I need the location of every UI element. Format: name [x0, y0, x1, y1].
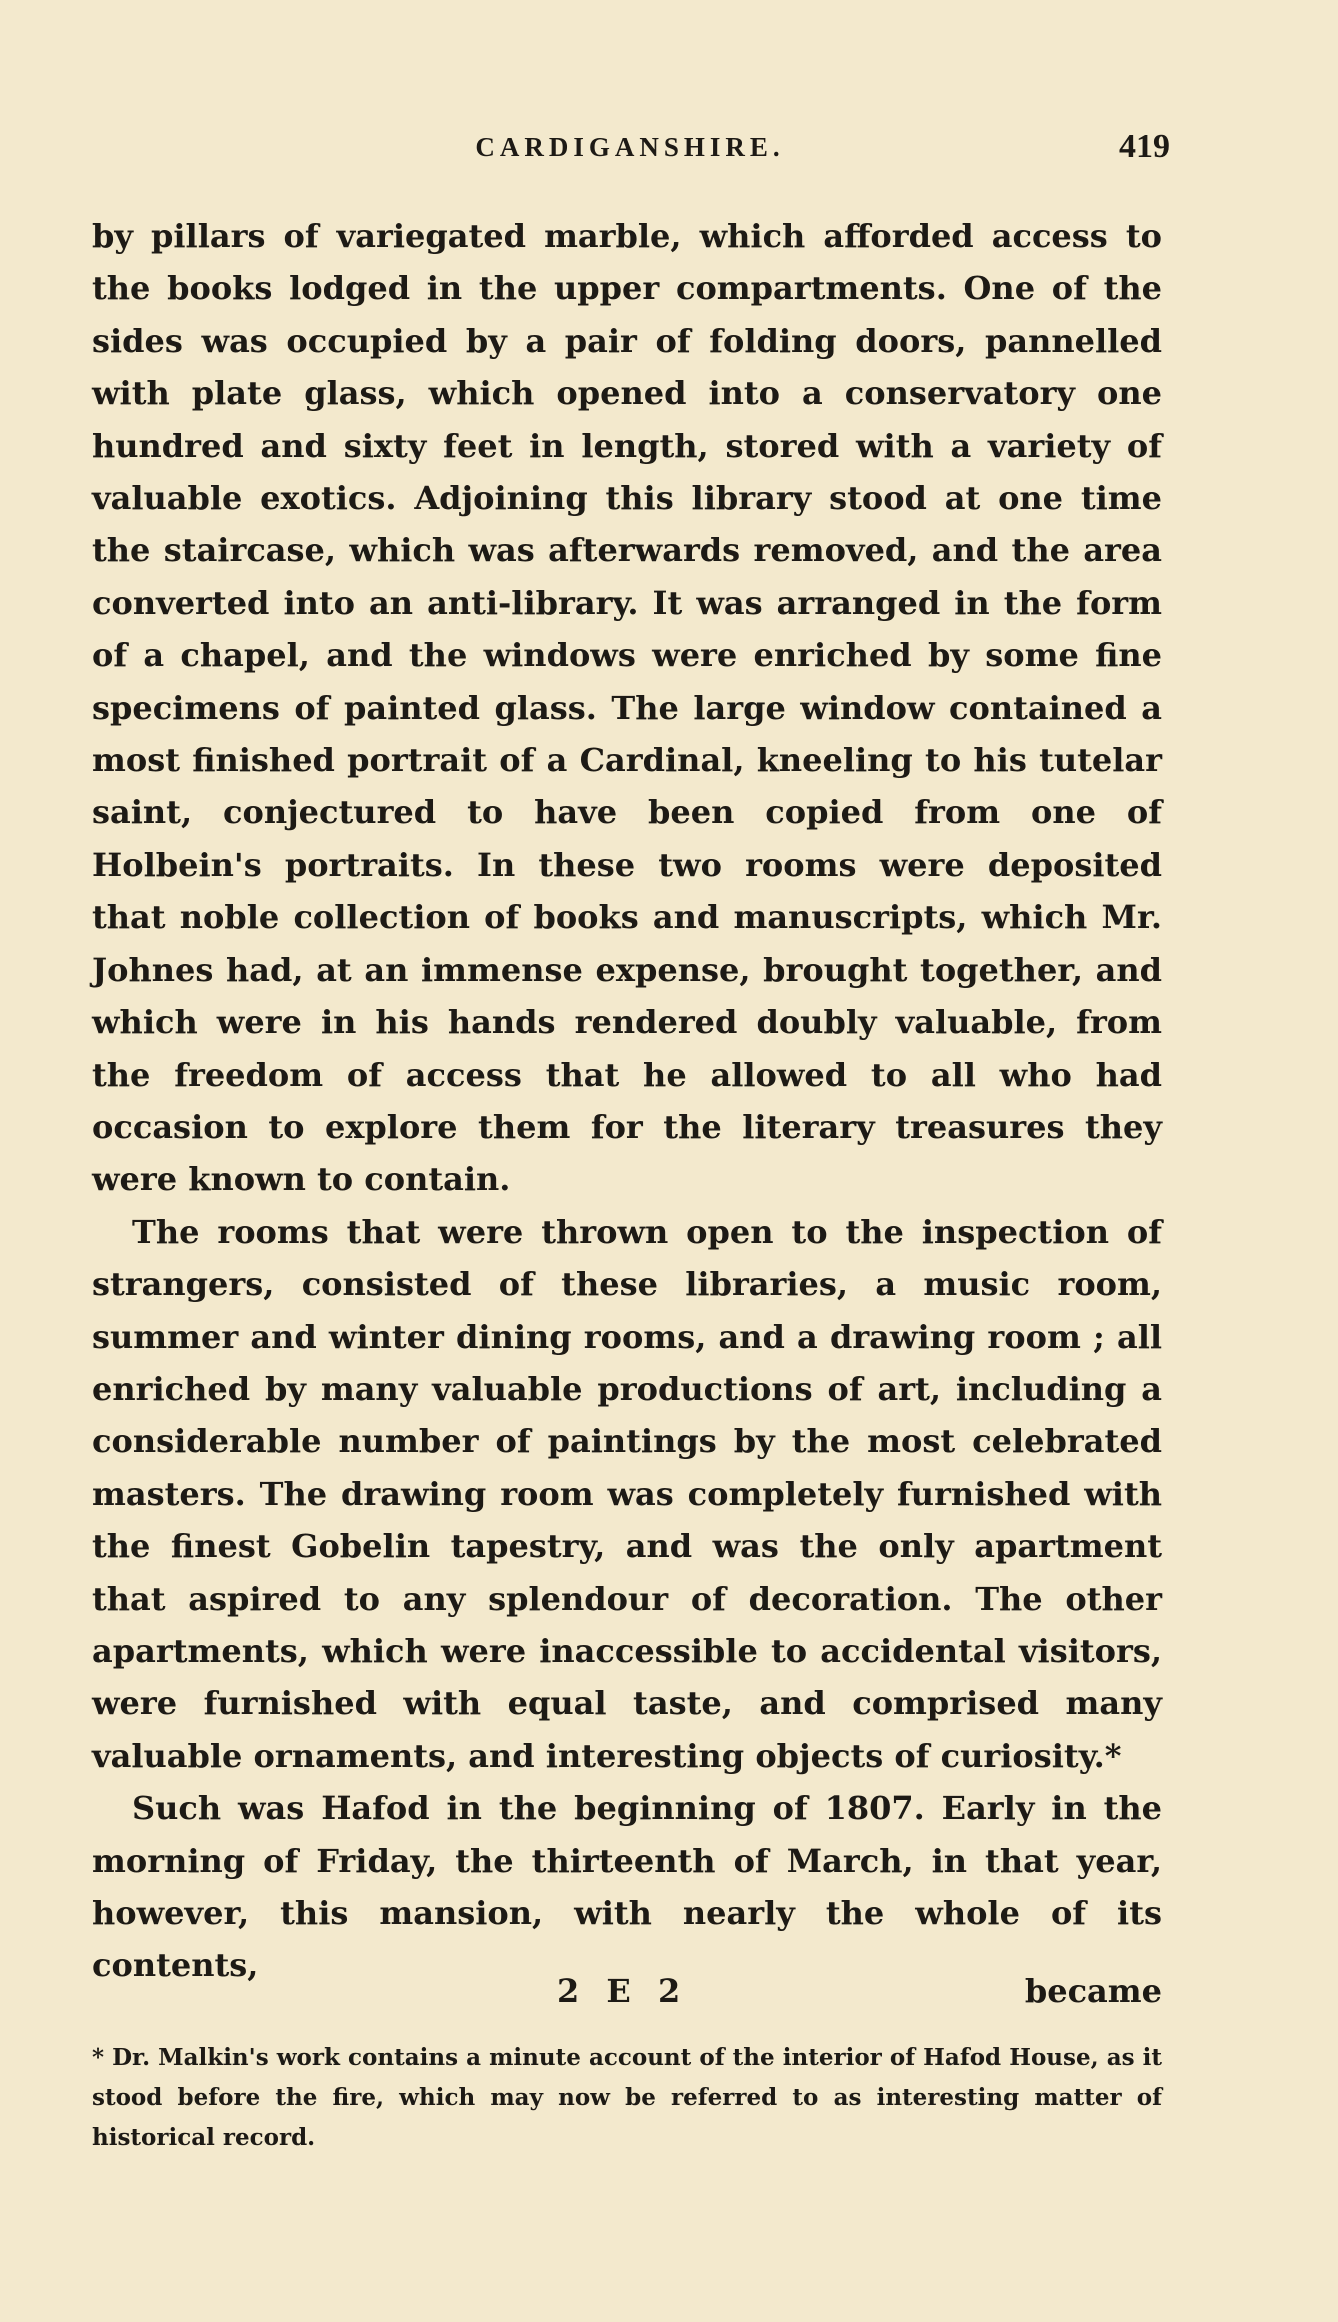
paragraph-continued: by pillars of variegated marble, which afforded access to the books lodged in the upper compartments. One of the sides was occupied by a pair of folding doors, pannelled with plate glass, which opened into a conservatory one hundred and sixty feet in length, stored with a variety of valuable exotics. Adjoining this library stood at one time the staircase, which was afterwards removed, and the area converted into an anti-library. It was arranged in the form of a chapel, and the windows were enriched by some fine specimens of painted glass. The large window contained a most finished portrait of a Cardinal, kneeling to his tutelar saint, conjectured to have been copied from one of Holbein's portraits. In these two rooms were deposited that noble collection of books and manuscripts, which Mr. Johnes had, at an immense expense, brought together, and which were in his hands rendered doubly valuable, from the freedom of access that he allowed to all who had occasion to explore them for the literary treasures they were known to contain. — [92, 217, 1162, 1199]
catchword: became — [1024, 1972, 1162, 2010]
paragraph-hafod-1807: Such was Hafod in the beginning of 1807. Early in the morning of Friday, the thirteenth of March, in that year, however, this mansion, with nearly the whole of its contents, — [92, 1789, 1162, 1985]
paragraph-rooms: The rooms that were thrown open to the inspection of strangers, consisted of these libraries, a music room, summer and winter dining rooms, and a drawing room ; all enriched by many valuable productions of art, including a considerable number of paintings by the most celebrated masters. The drawing room was completely furnished with the finest Gobelin tapestry, and was the only apartment that aspired to any splendour of decoration. The other apartments, which were inaccessible to accidental visitors, were furnished with equal taste, and comprised many valuable ornaments, and interesting objects of curiosity.* — [92, 1212, 1162, 1775]
page-number: 419 — [1119, 128, 1170, 165]
page-header — [90, 128, 1170, 176]
footnote: * Dr. Malkin's work contains a minute account of the interior of Hafod House, as it stood before the fire, which may now be referred to as interesting matter of historical record. — [92, 2044, 1162, 2151]
signature-line — [92, 1972, 1162, 2020]
running-title: CARDIGANSHIRE. — [475, 132, 785, 162]
signature-mark: 2 E 2 — [557, 1972, 689, 2010]
main-text — [92, 210, 1162, 1992]
